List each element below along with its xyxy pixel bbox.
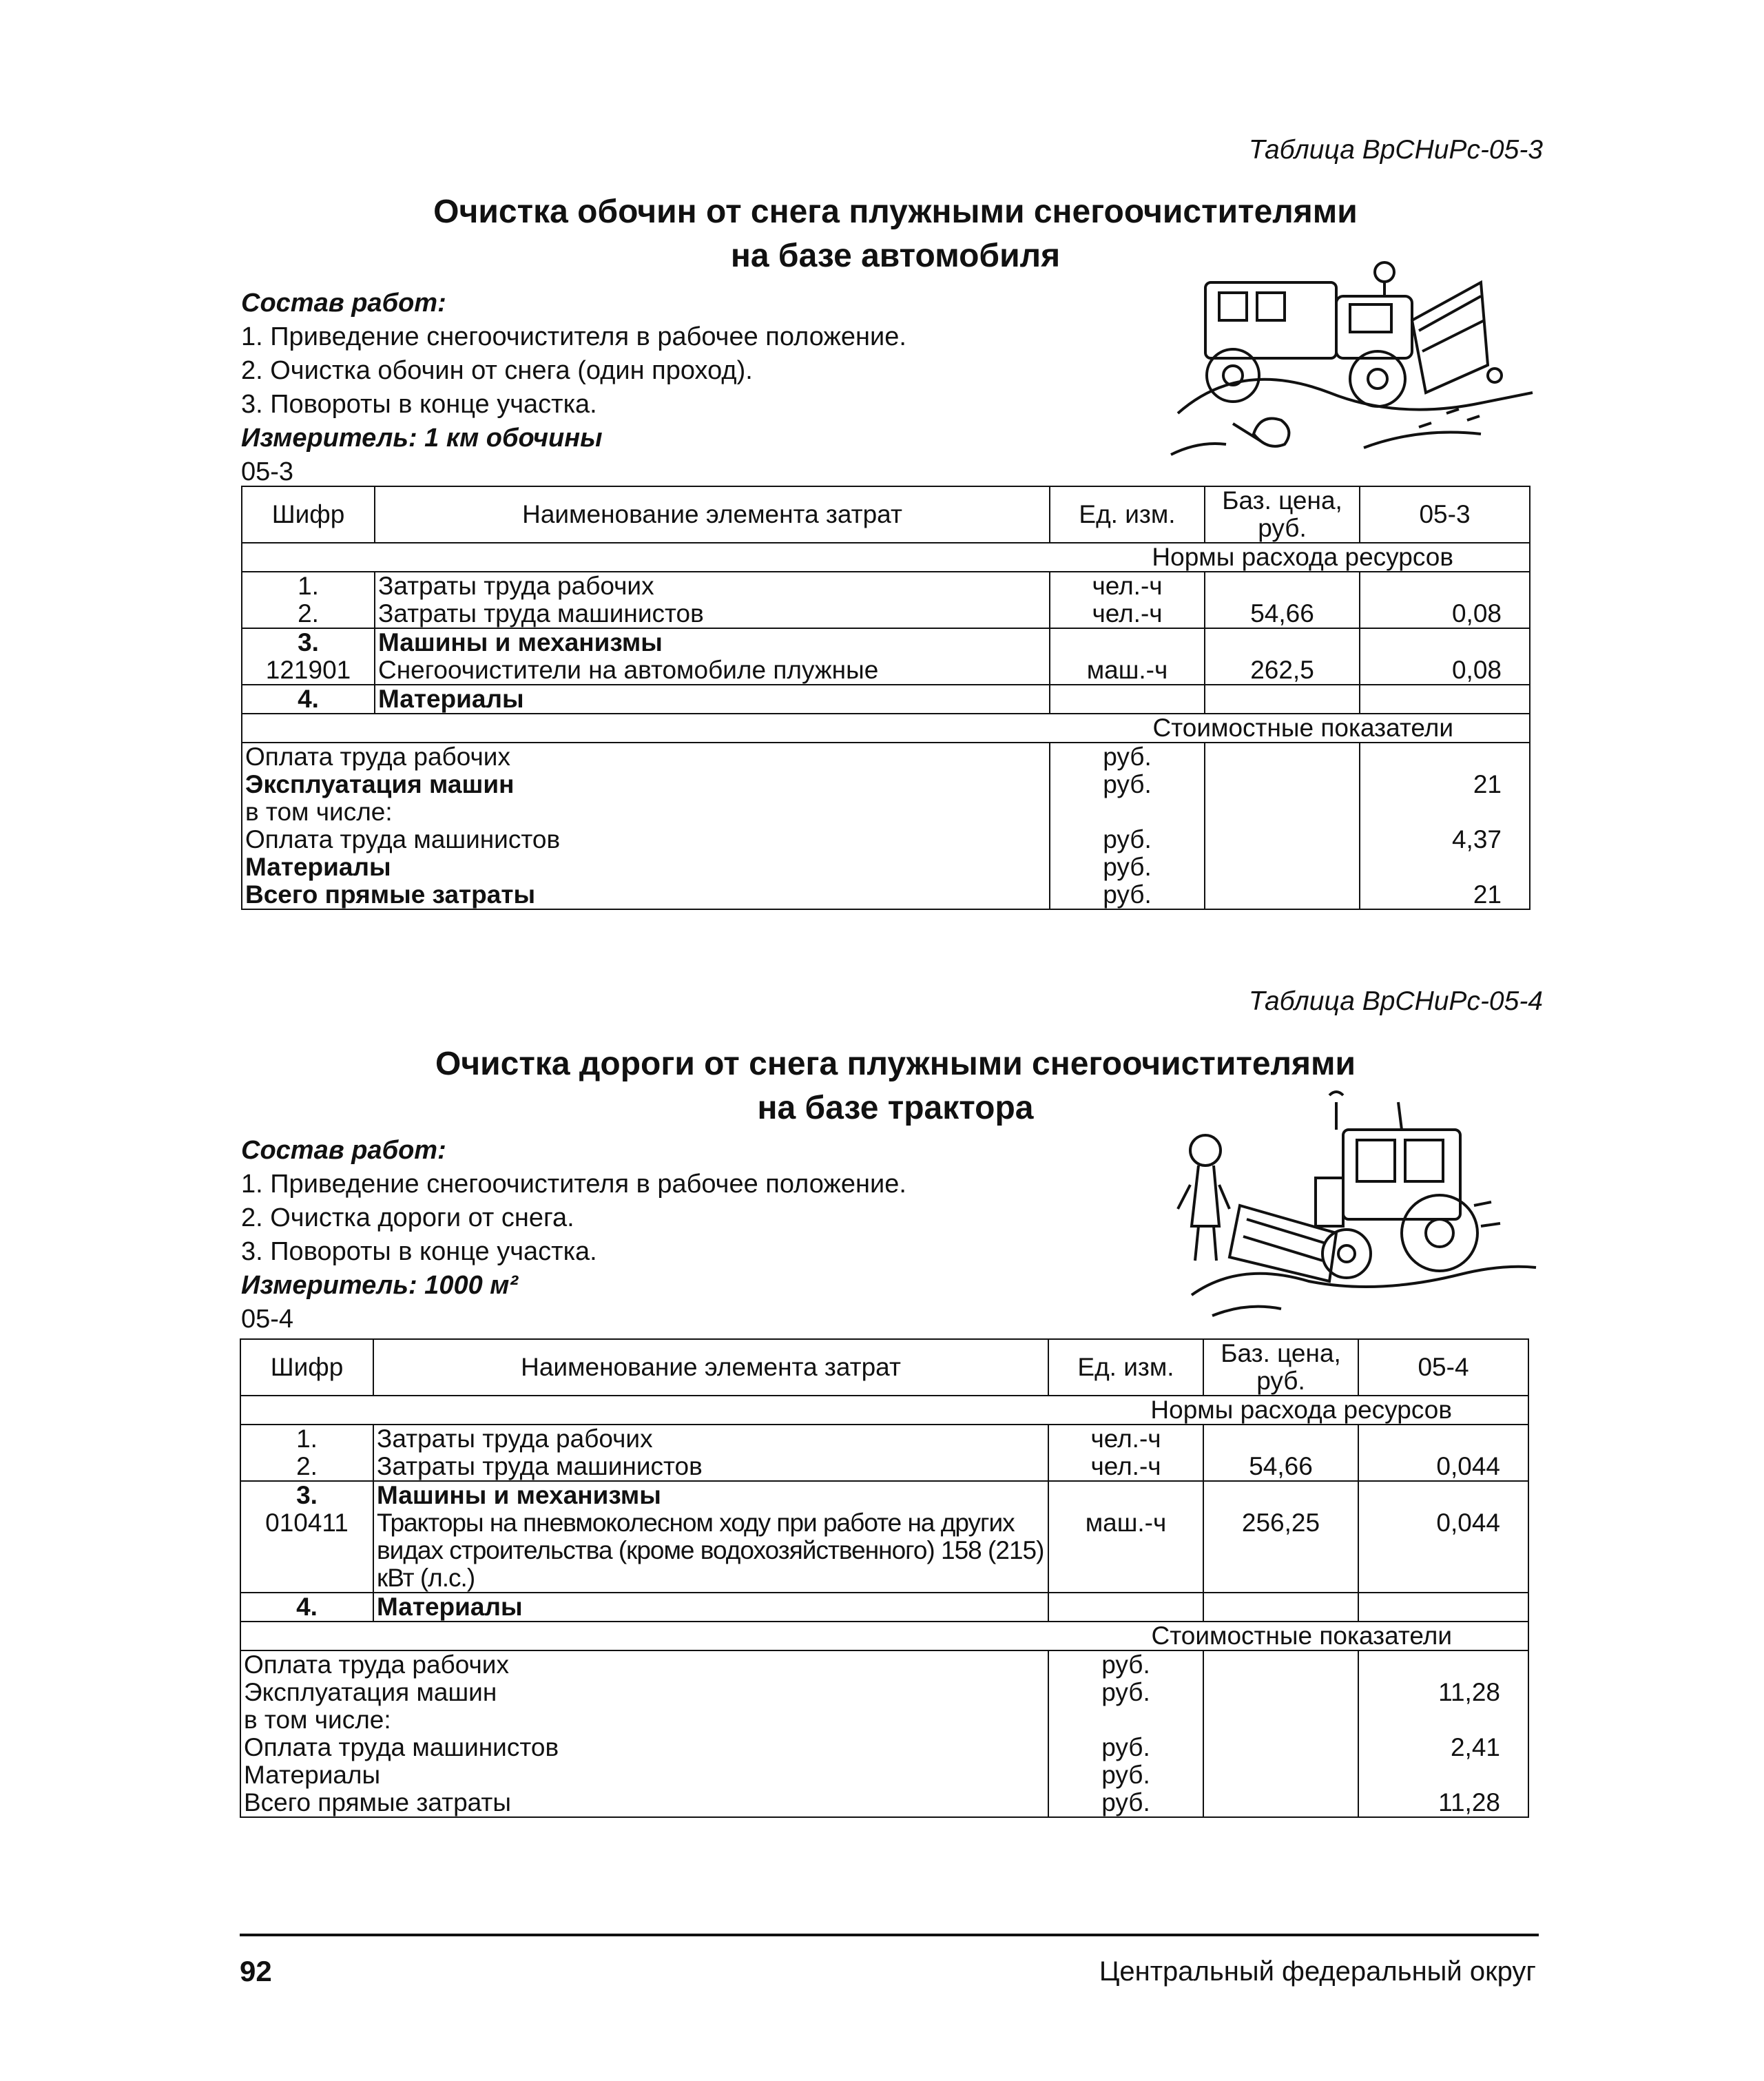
cost-row [240, 1679, 1528, 1706]
cost-unit: руб. [1050, 771, 1205, 798]
cost-price [1205, 771, 1360, 798]
cell-value: 0,08 [1360, 656, 1530, 685]
cell-value [1358, 1593, 1528, 1622]
section-title-line-1: Очистка дороги от снега плужными снегоочистителями [435, 1046, 1356, 1082]
cost-price [1203, 1706, 1358, 1734]
cost-price [1205, 798, 1360, 826]
table-row [240, 1509, 1528, 1593]
cost-price [1203, 1679, 1358, 1706]
cost-row [242, 853, 1530, 881]
resource-table [240, 1338, 1529, 1818]
cell-price [1205, 628, 1360, 656]
cost-value [1360, 743, 1530, 771]
table-row [242, 628, 1530, 656]
work-item: 1. Приведение снегоочистителя в рабочее положение. [241, 322, 906, 351]
work-item: 3. Повороты в конце участка. [241, 390, 597, 419]
cost-price [1205, 743, 1360, 771]
cost-row [242, 771, 1530, 798]
cell-unit [1050, 628, 1205, 656]
col-header-unit: Ед. изм. [1048, 1339, 1203, 1396]
cost-name: Всего прямые затраты [240, 1789, 1048, 1817]
cost-unit: руб. [1048, 1761, 1203, 1789]
cost-value [1358, 1650, 1528, 1679]
cost-unit: руб. [1050, 881, 1205, 909]
cell-value: 0,08 [1360, 600, 1530, 628]
cell-unit: маш.-ч [1048, 1509, 1203, 1593]
snowplow-truck-illustration [1157, 255, 1543, 468]
cost-row [240, 1789, 1528, 1817]
cost-name: в том числе: [240, 1706, 1048, 1734]
cell-unit: маш.-ч [1050, 656, 1205, 685]
cell-cipher: 4. [240, 1593, 373, 1622]
cost-value: 2,41 [1358, 1734, 1528, 1761]
cell-price: 256,25 [1203, 1509, 1358, 1593]
col-header-cipher: Шифр [242, 486, 375, 543]
norms-section-row [240, 1396, 1528, 1425]
cost-unit: руб. [1048, 1650, 1203, 1679]
cell-value [1358, 1481, 1528, 1509]
cost-value: 11,28 [1358, 1789, 1528, 1817]
cell-unit: чел.-ч [1050, 600, 1205, 628]
cell-name: Затраты труда машинистов [375, 600, 1050, 628]
cost-value [1360, 798, 1530, 826]
table-row [240, 1425, 1528, 1453]
cost-unit: руб. [1048, 1789, 1203, 1817]
cost-unit: руб. [1050, 743, 1205, 771]
cell-cipher: 3. [240, 1481, 373, 1509]
cell-name: Машины и механизмы [375, 628, 1050, 656]
cell-value [1360, 685, 1530, 714]
table-row [240, 1481, 1528, 1509]
cell-price: 54,66 [1203, 1453, 1358, 1481]
cost-row [240, 1650, 1528, 1679]
work-composition [241, 1134, 906, 1336]
cost-unit: руб. [1048, 1734, 1203, 1761]
work-composition [241, 287, 906, 489]
col-header-price: Баз. цена, руб. [1205, 486, 1360, 543]
cell-unit [1048, 1593, 1203, 1622]
cost-row [240, 1761, 1528, 1789]
section-title-line-2: на базе трактора [757, 1090, 1034, 1126]
norms-label: Нормы расхода ресурсов [242, 543, 1530, 572]
cost-row [242, 881, 1530, 909]
cost-name: Всего прямые затраты [242, 881, 1050, 909]
cell-price: 54,66 [1205, 600, 1360, 628]
col-header-name: Наименование элемента затрат [375, 486, 1050, 543]
cell-name: Затраты труда машинистов [373, 1453, 1048, 1481]
cost-name: Эксплуатация машин [240, 1679, 1048, 1706]
cell-price [1203, 1593, 1358, 1622]
cost-label: Стоимостные показатели [240, 1622, 1528, 1650]
cell-unit: чел.-ч [1048, 1453, 1203, 1481]
cost-row [242, 826, 1530, 853]
cost-name: Эксплуатация машин [242, 771, 1050, 798]
cost-unit [1050, 798, 1205, 826]
cost-unit: руб. [1048, 1679, 1203, 1706]
work-item: 1. Приведение снегоочистителя в рабочее положение. [241, 1170, 906, 1199]
col-header-code: 05-3 [1360, 486, 1530, 543]
cost-value: 21 [1360, 881, 1530, 909]
table-code: 05-4 [241, 1305, 294, 1334]
resource-table [241, 486, 1530, 910]
cost-name: Оплата труда машинистов [242, 826, 1050, 853]
cell-value: 0,044 [1358, 1453, 1528, 1481]
cost-value: 21 [1360, 771, 1530, 798]
cost-name: Оплата труда рабочих [242, 743, 1050, 771]
cost-name: Оплата труда машинистов [240, 1734, 1048, 1761]
section-title-line-1: Очистка обочин от снега плужными снегоочистителями [433, 194, 1358, 230]
cell-name: Тракторы на пневмоколесном ходу при работе на других видах строительства (кроме водохозяйственного) 158 (215) кВт (л.с.) [373, 1509, 1048, 1593]
table-row [240, 1453, 1528, 1481]
cost-price [1205, 826, 1360, 853]
cell-cipher: 2. [240, 1453, 373, 1481]
page-number: 92 [240, 1955, 272, 1987]
norms-label: Нормы расхода ресурсов [240, 1396, 1528, 1425]
table-row [242, 656, 1530, 685]
cost-price [1203, 1650, 1358, 1679]
table-row [242, 572, 1530, 600]
cell-cipher: 2. [242, 600, 375, 628]
footer-region: Центральный федеральный округ [1099, 1956, 1536, 1987]
table-header-row [240, 1339, 1528, 1396]
cell-unit [1050, 685, 1205, 714]
cost-price [1205, 853, 1360, 881]
table-row [242, 685, 1530, 714]
cell-name: Снегоочистители на автомобиле плужные [375, 656, 1050, 685]
work-heading: Состав работ: [241, 1136, 446, 1165]
measure-unit: Измеритель: 1000 м² [241, 1271, 519, 1300]
table-header-row [242, 486, 1530, 543]
norms-section-row [242, 543, 1530, 572]
cost-value [1358, 1761, 1528, 1789]
cost-row [240, 1706, 1528, 1734]
cell-name: Машины и механизмы [373, 1481, 1048, 1509]
cell-name: Затраты труда рабочих [373, 1425, 1048, 1453]
cell-value [1360, 628, 1530, 656]
cost-unit: руб. [1050, 826, 1205, 853]
cell-cipher: 121901 [242, 656, 375, 685]
cell-cipher: 1. [240, 1425, 373, 1453]
cell-price [1203, 1425, 1358, 1453]
cell-cipher: 010411 [240, 1509, 373, 1593]
cost-price [1203, 1761, 1358, 1789]
cell-cipher: 1. [242, 572, 375, 600]
cell-unit: чел.-ч [1050, 572, 1205, 600]
cell-name: Затраты труда рабочих [375, 572, 1050, 600]
cost-price [1203, 1789, 1358, 1817]
table-row [242, 600, 1530, 628]
table-caption: Таблица ВрСНиРс-05-3 [1249, 135, 1543, 165]
cost-value: 4,37 [1360, 826, 1530, 853]
cell-name: Материалы [373, 1593, 1048, 1622]
table-row [240, 1593, 1528, 1622]
cell-unit [1048, 1481, 1203, 1509]
cost-section-row [242, 714, 1530, 743]
work-heading: Состав работ: [241, 289, 446, 318]
measure-unit: Измеритель: 1 км обочины [241, 424, 603, 453]
col-header-cipher: Шифр [240, 1339, 373, 1396]
cost-name: Материалы [240, 1761, 1048, 1789]
cost-unit [1048, 1706, 1203, 1734]
work-item: 3. Повороты в конце участка. [241, 1237, 597, 1266]
cost-price [1205, 881, 1360, 909]
cost-name: Материалы [242, 853, 1050, 881]
work-item: 2. Очистка обочин от снега (один проход). [241, 356, 753, 385]
col-header-code: 05-4 [1358, 1339, 1528, 1396]
cell-value [1360, 572, 1530, 600]
cost-value: 11,28 [1358, 1679, 1528, 1706]
cell-price [1203, 1481, 1358, 1509]
cost-row [242, 798, 1530, 826]
cost-label: Стоимостные показатели [242, 714, 1530, 743]
cost-section-row [240, 1622, 1528, 1650]
cost-row [240, 1734, 1528, 1761]
table-code: 05-3 [241, 457, 294, 486]
cost-value [1358, 1706, 1528, 1734]
work-item: 2. Очистка дороги от снега. [241, 1203, 574, 1232]
cell-cipher: 4. [242, 685, 375, 714]
col-header-name: Наименование элемента затрат [373, 1339, 1048, 1396]
cell-cipher: 3. [242, 628, 375, 656]
cell-price [1205, 572, 1360, 600]
cost-name: Оплата труда рабочих [240, 1650, 1048, 1679]
cost-name: в том числе: [242, 798, 1050, 826]
cost-unit: руб. [1050, 853, 1205, 881]
cost-price [1203, 1734, 1358, 1761]
cost-value [1360, 853, 1530, 881]
cost-row [242, 743, 1530, 771]
cell-price: 262,5 [1205, 656, 1360, 685]
section-title-line-2: на базе автомобиля [730, 238, 1061, 274]
footer-divider [240, 1934, 1539, 1936]
col-header-unit: Ед. изм. [1050, 486, 1205, 543]
cell-value [1358, 1425, 1528, 1453]
cell-price [1205, 685, 1360, 714]
cell-unit: чел.-ч [1048, 1425, 1203, 1453]
cell-name: Материалы [375, 685, 1050, 714]
snowplow-tractor-illustration [1171, 1088, 1543, 1323]
table-caption: Таблица ВрСНиРс-05-4 [1249, 986, 1543, 1016]
col-header-price: Баз. цена, руб. [1203, 1339, 1358, 1396]
cell-value: 0,044 [1358, 1509, 1528, 1593]
